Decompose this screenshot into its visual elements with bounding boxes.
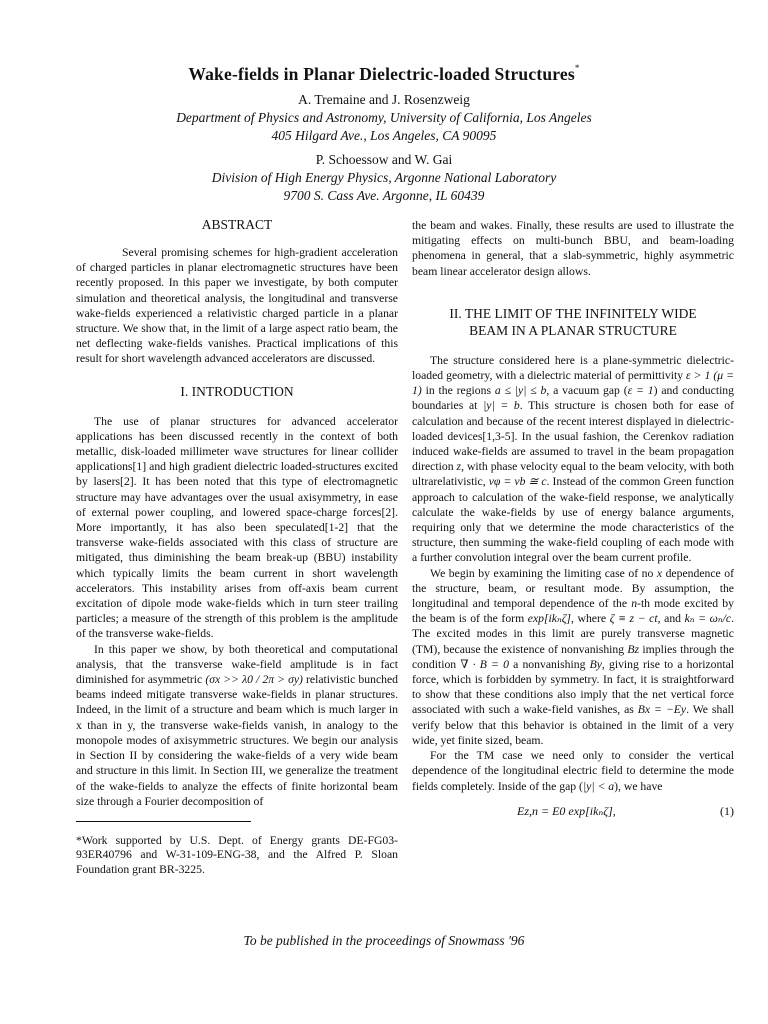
section-2-paragraph-3: For the TM case we need only to consider the vertical dependence of the longitudinal electric field to determine the mode fields completely. Inside of the gap (|y| < a), we have — [412, 749, 734, 793]
affiliation-2-line-2: 9700 S. Cass Ave. Argonne, IL 60439 — [283, 188, 485, 203]
section-2-heading-line-1: II. THE LIMIT OF THE INFINITELY WIDE — [449, 305, 697, 321]
right-paragraph-0: the beam and wakes. Finally, these results are used to illustrate the mitigating effects on multi-bunch BBU, and beam-loading phenomena in general, that a slab-symmetric, highly asymmetric beam linear accelerator design allows. — [412, 219, 734, 278]
beam-asymmetry-condition: (σx >> λ0 / 2π > σy) — [205, 673, 303, 687]
section-2-heading-line-2: BEAM IN A PLANAR STRUCTURE — [469, 322, 677, 338]
equation-1-body: Ez,n = E0 exp[ikₙζ], — [517, 803, 616, 818]
affiliation-2-line-1: Division of High Energy Physics, Argonne National Laboratory — [211, 170, 557, 185]
publication-note: To be published in the proceedings of Snowmass '96 — [243, 933, 525, 948]
affiliation-1-line-1: Department of Physics and Astronomy, University of California, Los Angeles — [176, 110, 592, 125]
paper-title: Wake-fields in Planar Dielectric-loaded Structures* — [188, 63, 580, 84]
abstract-text: Several promising schemes for high-gradient acceleration of charged particles in planar electromagnetic structures have been recently proposed. In this paper we investigate, by both computer simulation and theoretical analysis, the longitudinal and transverse wake-fields experienced a relativistic charged particle in a planar structure. We show that, in the limit of a large aspect ratio beam, the net deflecting wake-fields vanishes. Practical implications of this result for short wavelength advanced accelerators are discussed. — [76, 246, 398, 366]
intro-paragraph-1: The use of planar structures for advanced accelerator applications has been discussed recently in the context of both metallic, disk-loaded millimeter wave structures for linear collider applications[1] and high gradient dielectric loaded-structures excited by lasers[2]. It has been noted that this type of electromagnetic structure may have advantages over the usual axisymmetry, in ease of external power coupling, and lowered space-charge forces[2]. More importantly, it has also been speculated[1-2] that the transverse wake-fields associated with this class of structure are mitigated, thus diminishing the beam break-up (BBU) instability which typically limits the beam current in short wavelength accelerators. This instability arises from off-axis beam current excitation of dipole mode wake-fields which in turn steer trailing particles; a measure of the strength of this problem is the amplitude of the transverse wake-fields. — [76, 414, 398, 641]
authors-group-2: P. Schoessow and W. Gai — [315, 152, 453, 167]
affiliation-1-line-2: 405 Hilgard Ave., Los Angeles, CA 90095 — [271, 128, 497, 143]
left-column — [76, 216, 398, 877]
intro-paragraph-2: In this paper we show, by both theoretical and computational analysis, that the transverse wake-field amplitude is in fact diminished for asymmetric (σx >> λ0 / 2π > σy) relativistic bunched beams indeed mitigate transverse wake-fields in planar structures. Indeed, in the limit of a structure and beam which is much larger in x than in y, the transverse wake-fields vanish, in analogy to the monopole modes of axisymmetric structures. We begin our analysis in Section II by considering the wake-fields of a very wide beam and structure in this limit. In Section III, we generalize the treatment of the wake-fields to analyze the effects of finite horizontal beam size through a Fourier decomposition of — [76, 642, 399, 808]
right-column — [412, 218, 734, 819]
abstract-heading: ABSTRACT — [201, 217, 273, 232]
funding-footnote: *Work supported by U.S. Dept. of Energy grants DE-FG03-93ER40796 and W-31-109-ENG-38, and the Alfred P. Sloan Foundation grant BR-3225. — [76, 833, 398, 876]
equation-1-number: (1) — [720, 803, 734, 818]
equation-1 — [412, 804, 734, 819]
section-2-paragraph-2: We begin by examining the limiting case of no x dependence of the structure, beam, or resultant mode. By assumption, the longitudinal and temporal dependence of the n-th mode excited by the beam is of the form exp[ikₙζ], where ζ ≡ z − ct, and kₙ = ωₙ/c. The excited modes in this limit are purely transverse magnetic (TM), because the existence of nonvanishing Bz implies through the condition ∇ · B = 0 a nonvanishing By, giving rise to a horizontal force, which is forbidden by symmetry. In fact, it is straightforward to show that these conditions also imply that the net vertical force associated with such a wake-field vanishes, as Bx = −Ey. We shall verify below that this behavior is obtained in the limit of a very wide, yet finite sized, beam. — [412, 566, 735, 747]
paper-header — [0, 64, 768, 205]
title-footnote-mark: * — [574, 63, 580, 73]
authors-group-1: A. Tremaine and J. Rosenzweig — [298, 92, 470, 107]
section-2-paragraph-1: The structure considered here is a plane-symmetric dielectric-loaded geometry, with a dielectric material of permittivity ε > 1 (μ = 1) in the regions a ≤ |y| ≤ b, a vacuum gap (ε = 1) and conducting boundaries at |y| = b. This structure is chosen both for ease of calculation and because of the recent interest displayed in dielectric-loaded devices[1,3-5]. In the usual fashion, the Cerenkov radiation induced wake-fields are assumed to travel in the beam propagation direction z, with phase velocity equal to the beam velocity, with both ultrarelativistic, vφ = vb ≅ c. Instead of the common Green function approach to calculation of the wake-field response, we analytically calculate the wake-fields by use of energy balance arguments, requiring only that we determine the mode characteristics of the structure, then summing the wake-field coupling of each mode with a further convolution integral over the beam current profile. — [412, 353, 735, 565]
introduction-heading: I. INTRODUCTION — [180, 383, 294, 399]
